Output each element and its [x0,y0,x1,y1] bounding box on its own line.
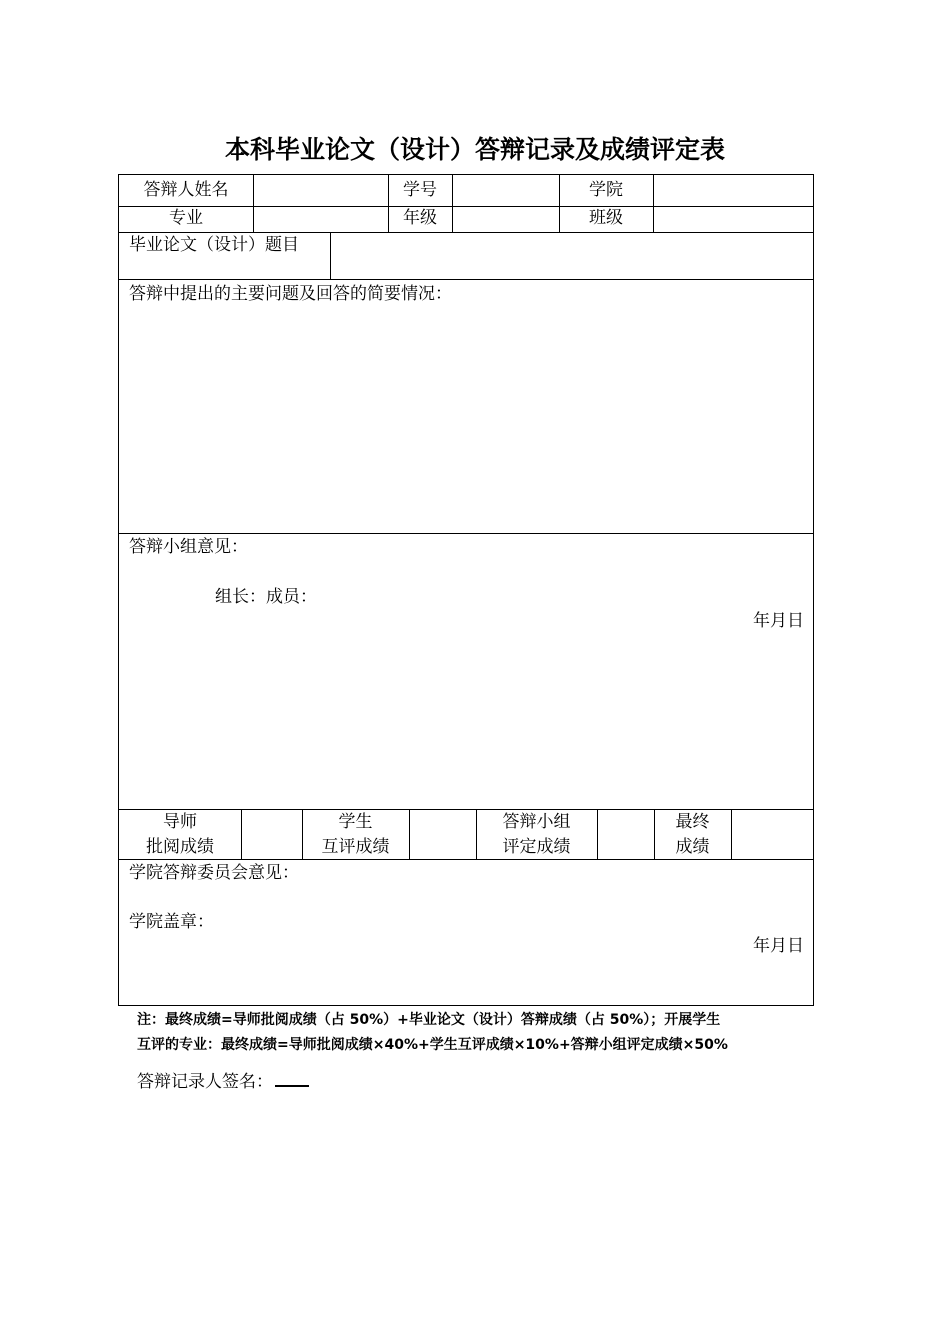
thesis-title-label: 毕业论文（设计）题目 [129,235,299,255]
committee-date-label: 年月日 [753,936,804,956]
panel-members-label: 组长：成员： [215,587,317,607]
grade-label: 年级 [403,208,437,228]
panel-score-label-2: 评定成绩 [502,837,571,857]
class-field[interactable] [654,207,813,232]
signature-line[interactable] [275,1071,309,1087]
panel-date-label: 年月日 [753,611,804,631]
major-field[interactable] [254,207,387,232]
final-score-field[interactable] [732,810,813,859]
defense-record-form [118,174,814,1006]
peer-score-label-2: 互评成绩 [321,837,390,857]
advisor-score-label-1: 导师 [163,812,197,832]
recorder-signature-label: 答辩记录人签名： [137,1072,273,1092]
student-id-label: 学号 [403,180,437,200]
qa-section-label: 答辩中提出的主要问题及回答的简要情况： [129,284,452,304]
college-seal-label: 学院盖章： [129,912,214,932]
scoring-note-line-2: 互评的专业：最终成绩=导师批阅成绩×40%+学生互评成绩×10%+答辩小组评定成绩×50% [137,1037,728,1053]
committee-opinion-label: 学院答辩委员会意见： [129,863,299,883]
college-field[interactable] [654,175,813,206]
scoring-note-line-1: 注：最终成绩=导师批阅成绩（占 50%）+毕业论文（设计）答辩成绩（占 50%）；开展学生 [137,1012,721,1028]
advisor-score-label-2: 批阅成绩 [146,837,214,857]
final-score-label-2: 成绩 [675,837,710,857]
advisor-score-field[interactable] [242,810,301,859]
qa-section-field[interactable] [120,307,813,532]
college-label: 学院 [589,180,623,200]
panel-opinion-label: 答辩小组意见： [129,537,248,557]
grade-field[interactable] [453,207,558,232]
class-label: 班级 [589,208,623,228]
peer-score-label-1: 学生 [338,812,373,832]
thesis-title-field[interactable] [331,233,813,279]
name-label: 答辩人姓名 [143,180,229,200]
final-score-label-1: 最终 [675,812,710,832]
student-id-field[interactable] [453,175,558,206]
scoring-note [137,1008,817,1058]
major-label: 专业 [169,208,203,228]
name-field[interactable] [254,175,387,206]
panel-score-field[interactable] [598,810,653,859]
peer-score-field[interactable] [410,810,475,859]
recorder-signature [137,1070,309,1095]
panel-score-label-1: 答辩小组 [502,812,571,832]
page-title: 本科毕业论文（设计）答辩记录及成绩评定表 [224,135,725,164]
